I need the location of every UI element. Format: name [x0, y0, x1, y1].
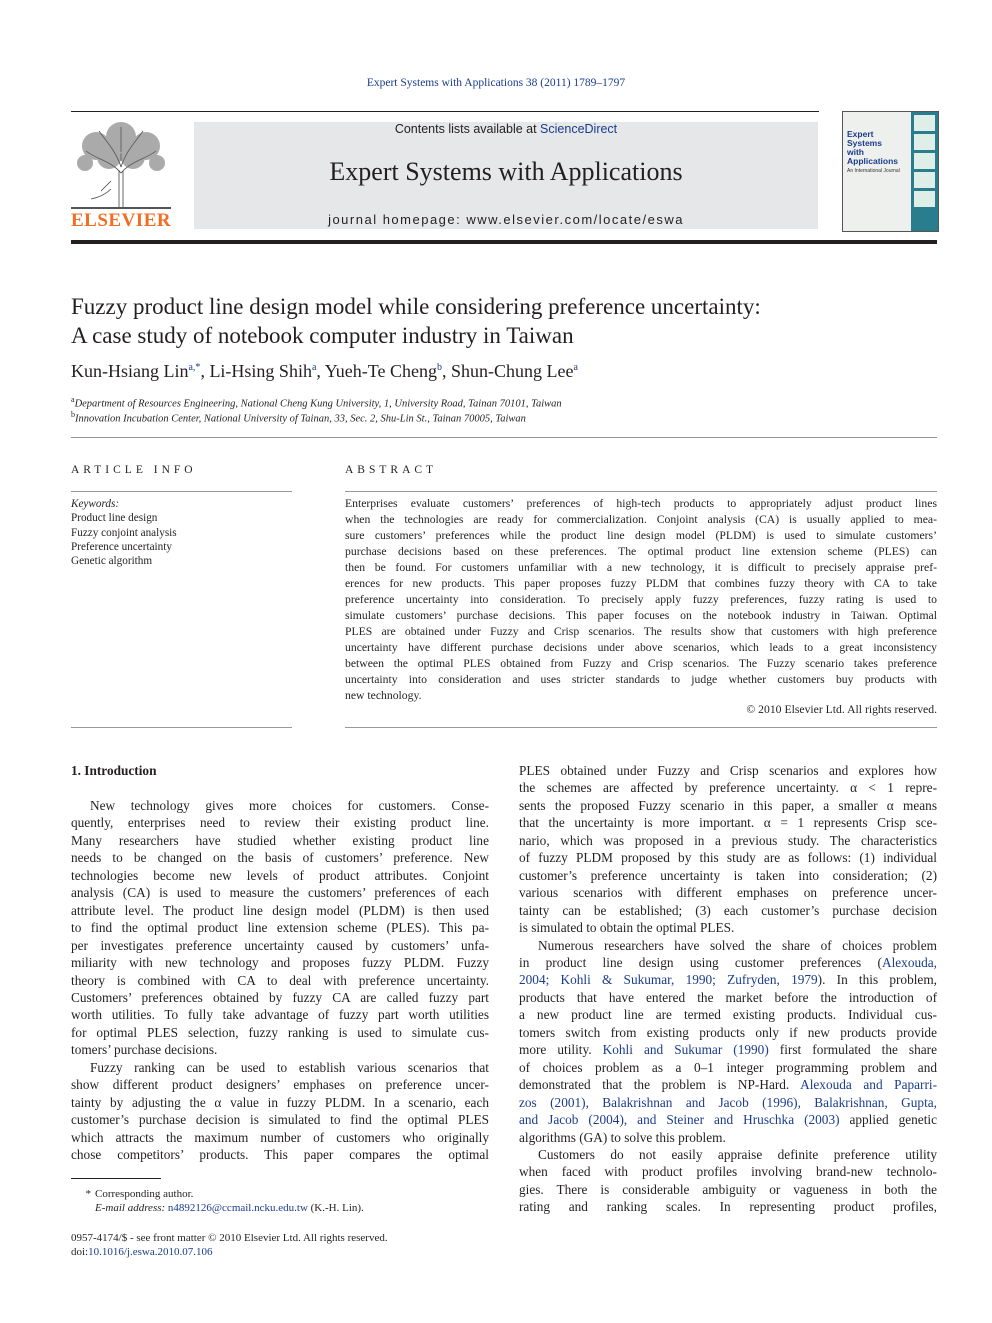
text-span: first formulated the share [768, 1042, 937, 1058]
text-line: Fuzzy ranking can be used to establish various scenarios that [90, 1059, 489, 1075]
text-line: sure customers’ preferences while the product line design model (PLDM) is used to simulate customers’ [345, 529, 937, 542]
text-line: miliarity with new technology and proposes fuzzy PLDM. Fuzzy [71, 955, 489, 971]
author-affil-mark[interactable]: a [573, 362, 578, 373]
text-line: chose competitors’ products. This paper compares the optimal [71, 1147, 489, 1163]
corresponding-author-note [71, 1187, 193, 1201]
text-line [519, 989, 937, 1006]
article-info-bottom-rule [71, 727, 292, 728]
text-line: PLES are obtained under Fuzzy and Crisp scenarios. The results show that customers with high preference [345, 625, 937, 638]
keyword-item: Product line design [71, 512, 158, 525]
text-line: attribute level. The product line design model (PLDM) is then used [71, 902, 489, 918]
affiliation-a [71, 395, 562, 410]
text-line [519, 1094, 937, 1111]
abstract-rule [345, 491, 937, 492]
text-span: Numerous researchers have solved the share of choices problem [538, 937, 937, 953]
text-line: new technology. [345, 689, 422, 702]
cover-title-line: Applications [847, 156, 899, 166]
text-span: in product line design using customer preferences ( [519, 954, 882, 970]
text-line [519, 971, 937, 988]
affiliation-text: Department of Resources Engineering, National Cheng Kung University, 1, University Road, Tainan 70101, Taiwan [74, 398, 562, 410]
text-line [519, 954, 937, 971]
journal-homepage[interactable]: journal homepage: www.elsevier.com/locate/eswa [328, 212, 684, 227]
text-line: theory is combined with CA to deal with preference uncertainty. [71, 972, 489, 988]
text-line: uncertainty into consideration and uses stricter standards to judge whether customers buy products with [345, 673, 937, 686]
header-top-rule [71, 111, 819, 112]
text-line: erences for new products. This paper proposes fuzzy PLDM that combines fuzzy theory with CA to take [345, 577, 937, 590]
text-line: when the technologies are ready for commercialization. Conjoint analysis (CA) is usually applied to mea- [345, 513, 937, 526]
keywords-label: Keywords: [71, 498, 120, 510]
journal-title: Expert Systems with Applications [329, 157, 683, 186]
text-line [519, 1129, 937, 1146]
abstract-heading: ABSTRACT [345, 464, 438, 476]
cover-title-line: with [847, 147, 864, 157]
affiliation-b [71, 410, 526, 425]
text-line: needs to be changed on the basis of customers’ preference. New [71, 850, 489, 866]
text-line: then be found. For customers unfamiliar with a new technology, it is difficult to precisely appraise pref- [345, 561, 937, 574]
footnote-text: Corresponding author. [95, 1188, 194, 1200]
article-info-rule [71, 491, 292, 492]
keyword-item: Preference uncertainty [71, 540, 172, 553]
author-name[interactable]: Yueh-Te Cheng [324, 361, 437, 381]
text-line: quently, enterprises need to review their existing product line. [71, 815, 489, 831]
email-link[interactable]: n4892126@ccmail.ncku.edu.tw [167, 1202, 308, 1214]
text-line: tainty by adjusting the α value in fuzzy PLDM. In a scenario, each [71, 1094, 489, 1110]
abstract-body [345, 496, 937, 704]
cover-title [847, 130, 907, 174]
text-line: nario, which was proposed in a previous study. The characteristics [519, 832, 937, 848]
cover-title-line: Expert [847, 129, 874, 139]
text-line: sents the proposed Fuzzy scenario in this paper, a smaller α means [519, 797, 937, 813]
title-line-2: A case study of notebook computer industry in Taiwan [71, 323, 574, 348]
author-list [71, 361, 578, 382]
contents-line [194, 122, 818, 136]
text-line: tomers’ purchase decisions. [71, 1042, 218, 1058]
text-line: to find the optimal product line extension scheme (PLES). This pa- [71, 920, 489, 936]
text-span: ). In this problem, [817, 972, 937, 988]
citation-link[interactable]: Alexouda and Paparri- [800, 1077, 937, 1093]
sciencedirect-link[interactable]: ScienceDirect [540, 122, 618, 136]
text-line: customer’s purchase decision is simulated to find the optimal PLES [71, 1112, 489, 1128]
text-line: New technology gives more choices for customers. Conse- [90, 798, 489, 813]
citation-link[interactable]: zos (2001), Balakrishnan and Jacob (1996), Balakrishnan, Gupta, [519, 1094, 937, 1110]
footnote-mark: * [85, 1188, 91, 1200]
text-line: worth utilities. To fully take advantage of fuzzy part worth utilities [71, 1007, 489, 1023]
abstract-bottom-rule [345, 727, 937, 728]
text-line: various scenarios with different emphases on preference uncer- [519, 885, 937, 901]
author-separator: , [200, 361, 210, 381]
text-line: show different product designers’ emphases on preference uncer- [71, 1077, 489, 1093]
elsevier-wordmark: ELSEVIER [71, 210, 172, 231]
affiliation-text: Innovation Incubation Center, National University of Tainan, 33, Sec. 2, Shu-Lin St., Tainan 70005, Taiwan [75, 413, 526, 425]
text-line: between the optimal PLES obtained from Fuzzy and Crisp scenarios. The Fuzzy scenario takes preference [345, 657, 937, 670]
text-line [519, 1024, 937, 1041]
text-line [519, 1076, 937, 1093]
text-line: that the uncertainty is more important. α = 1 represents Crisp sce- [519, 815, 937, 831]
affiliation-rule [71, 437, 937, 438]
journal-cover-thumbnail[interactable] [842, 111, 939, 232]
article-info-heading: ARTICLE INFO [71, 464, 197, 476]
abstract-copyright: © 2010 Elsevier Ltd. All rights reserved. [746, 703, 937, 716]
keyword-item: Genetic algorithm [71, 555, 153, 568]
text-line [519, 1006, 937, 1023]
section-heading-introduction: 1. Introduction [71, 763, 157, 778]
keywords-block [71, 497, 177, 568]
text-line: is simulated to obtain the optimal PLES. [519, 920, 735, 936]
contents-prefix: Contents lists available at [394, 122, 541, 136]
email-note [95, 1201, 364, 1215]
article-title [71, 292, 937, 350]
text-span: products that have entered the market before the introduction of [519, 989, 937, 1005]
journal-reference[interactable]: Expert Systems with Applications 38 (2011) 1789–1797 [366, 77, 626, 89]
text-line: preference uncertainty into consideration. To precisely apply fuzzy preferences, fuzzy rating is used to [345, 593, 937, 606]
text-line: for optimal PLES selection, fuzzy ranking is used to simulate cus- [71, 1024, 489, 1040]
email-suffix: (K.-H. Lin). [307, 1202, 364, 1214]
header-bottom-rule [71, 240, 937, 244]
title-line-1: Fuzzy product line design model while considering preference uncertainty: [71, 294, 761, 319]
text-line [519, 1111, 937, 1128]
cover-icon-strip [911, 112, 938, 231]
text-line: technologies become new levels of product attributes. Conjoint [71, 867, 489, 883]
text-line [519, 1059, 937, 1076]
citation-link[interactable]: Kohli and Sukumar (1990) [602, 1042, 769, 1058]
text-line: per investigates preference uncertainty caused by customers’ unfa- [71, 937, 489, 953]
text-line: Many researchers have studied whether existing product line [71, 832, 489, 848]
text-span: applied genetic [839, 1112, 937, 1128]
text-line: Customers do not easily appraise definite preference utility [538, 1146, 937, 1162]
text-line: the schemes are affected by preference uncertainty. α < 1 repre- [519, 780, 937, 796]
text-span: demonstrated that the problem is NP-Hard. [519, 1077, 801, 1093]
author-name[interactable]: Kun-Hsiang Lin [71, 361, 189, 381]
text-line: simulate customers’ purchase decisions. This paper focuses on the notebook industry in Taiwan. Optimal [345, 609, 937, 622]
doi-link[interactable]: 10.1016/j.eswa.2010.07.106 [88, 1246, 213, 1258]
footnote-rule [71, 1178, 161, 1179]
author-separator: , [316, 361, 325, 381]
text-span: more utility. [519, 1042, 603, 1058]
text-line: tainty can be established; (3) each customer’s purchase decision [519, 902, 937, 918]
citation-link[interactable]: and Jacob (2004), and Steiner and Hruschka (2003) [519, 1112, 840, 1128]
text-span: of choices problem as a 0–1 integer programming problem and [519, 1059, 937, 1075]
cover-subtitle: An International Journal [847, 168, 900, 174]
issn-line: 0957-4174/$ - see front matter © 2010 Elsevier Ltd. All rights reserved. [71, 1232, 388, 1244]
text-line: uncertainty have different purchase decisions under above scenarios, which leads to a great inconsistency [345, 641, 937, 654]
text-span: a new product line are termed existing products. Individual cus- [519, 1007, 937, 1023]
text-line: Customers’ preferences obtained by fuzzy CA are called fuzzy part [71, 989, 489, 1005]
text-line: Enterprises evaluate customers’ preferences of high-tech products to appropriately adjust product lines [345, 497, 937, 510]
right-column [519, 762, 937, 1216]
left-column [71, 797, 489, 1164]
text-line: when faced with product profiles involving brand-new technolo- [519, 1164, 937, 1180]
elsevier-tree-icon [71, 121, 171, 211]
doi-line [71, 1245, 212, 1259]
text-span: tomers switch from existing products only if new products provide [519, 1024, 937, 1040]
email-label: E-mail address: [95, 1202, 168, 1214]
citation-link[interactable]: Alexouda, [881, 954, 937, 970]
affiliation-mark: b [71, 410, 75, 419]
cover-title-line: Systems [847, 138, 882, 148]
text-line: analysis (CA) is used to measure the customers’ preferences of each [71, 885, 489, 901]
author-affil-mark[interactable]: a,* [188, 362, 201, 373]
author-affil-mark[interactable]: b [436, 362, 442, 373]
text-line: gies. There is considerable ambiguity or vagueness in both the [519, 1181, 937, 1197]
affiliation-mark: a [71, 395, 75, 404]
text-line [519, 937, 937, 954]
keyword-item: Fuzzy conjoint analysis [71, 526, 177, 539]
author-name[interactable]: Shun-Chung Lee [450, 361, 574, 381]
doi-label: doi: [71, 1246, 89, 1258]
text-line [519, 1041, 937, 1058]
author-separator: , [441, 361, 451, 381]
text-line: customer’s preference uncertainty is taken into consideration; (2) [519, 867, 937, 883]
text-line: rating and ranking scales. In representing product profiles, [519, 1199, 937, 1215]
text-span: algorithms (GA) to solve this problem. [519, 1129, 726, 1145]
elsevier-logo[interactable] [71, 121, 171, 211]
text-line: of fuzzy PLDM proposed by this study are as follows: (1) individual [519, 850, 937, 866]
author-affil-mark[interactable]: a [311, 362, 317, 373]
author-name[interactable]: Li-Hsing Shih [209, 361, 312, 381]
text-line: PLES obtained under Fuzzy and Crisp scenarios and explores how [519, 763, 937, 778]
text-line: which attracts the maximum number of customers who originally [71, 1129, 489, 1145]
text-line: purchase decisions based on these preferences. The optimal product line extension scheme (PLES) can [345, 545, 937, 558]
citation-link[interactable]: 2004; Kohli & Sukumar, 1990; Zufryden, 1979 [519, 972, 818, 988]
